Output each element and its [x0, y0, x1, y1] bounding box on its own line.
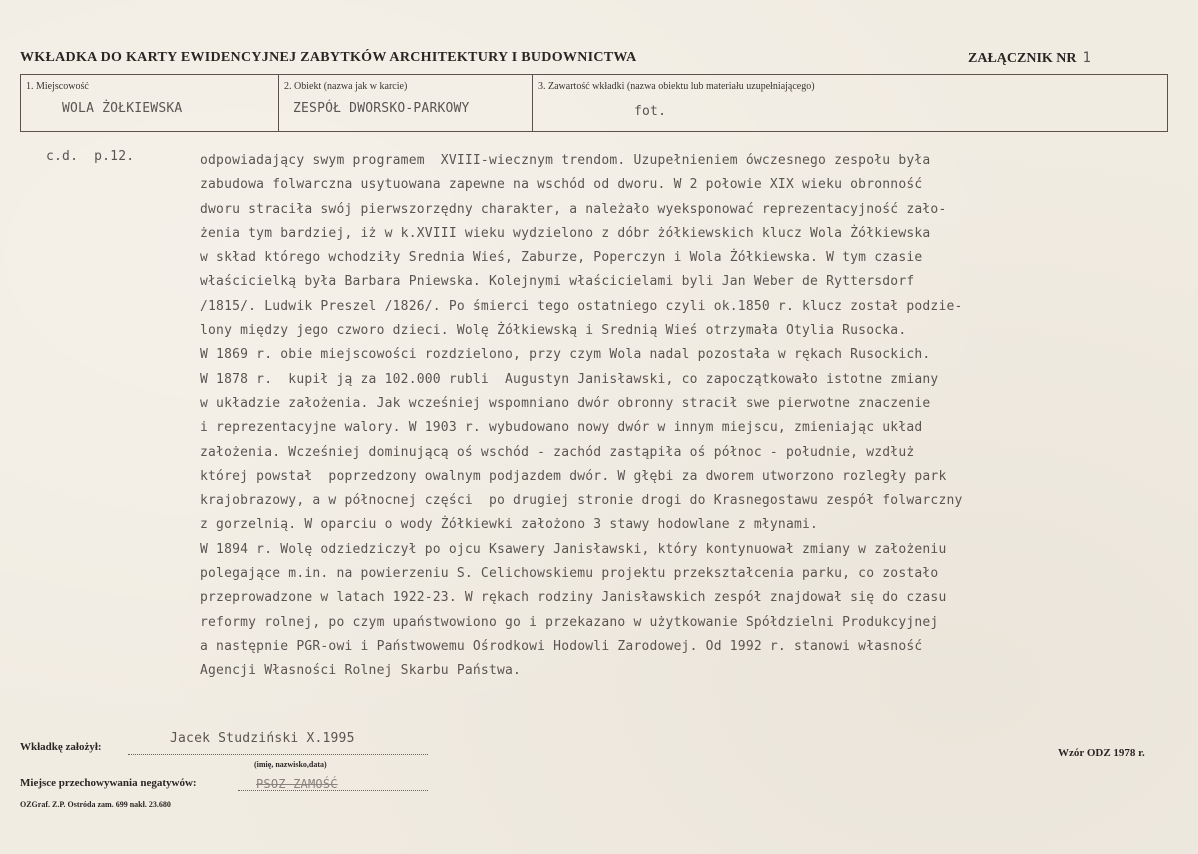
header-bottom-rule: [20, 131, 1168, 132]
locality-value: WOLA ŻOŁKIEWSKA: [62, 101, 183, 116]
content-value: fot.: [634, 104, 667, 119]
object-value: ZESPÓŁ DWORSKO-PARKOWY: [293, 101, 470, 116]
content-label: 3. Zawartość wkładki (nazwa obiektu lub materiału uzupełniającego): [538, 81, 815, 92]
annex-number: 1: [1082, 50, 1091, 66]
body-line: krajobrazowy, a w północnej części po drugiej stronie drogi do Krasnegostawu zespół folwarczny: [200, 493, 963, 509]
body-line: W 1894 r. Wolę odziedziczył po ojcu Ksawery Janisławski, który kontynuował zmiany w założeniu: [200, 541, 947, 557]
name-date-hint: (imię, nazwisko,data): [254, 760, 327, 769]
body-line: odpowiadający swym programem XVIII-wiecznym trendom. Uzupełnieniem ówczesnego zespołu była: [200, 153, 931, 168]
body-line: w skład którego wchodziły Srednia Wieś, Zaburze, Poperczyn i Wola Żółkiewska. W tym czasie: [200, 250, 923, 266]
header-divider-1: [278, 74, 279, 132]
body-line: W 1869 r. obie miejscowości rozdzielono, przy czym Wola nadal pozostała w rękach Rusockich.: [200, 347, 931, 363]
body-line: lony między jego czworo dzieci. Wolę Żółkiewską i Srednią Wieś otrzymała Otylia Rusocka.: [200, 323, 907, 339]
form-title: WKŁADKA DO KARTY EWIDENCYJNEJ ZABYTKÓW ARCHITEKTURY I BUDOWNICTWA: [20, 50, 637, 65]
annex-label: [968, 50, 1091, 67]
body-line: W 1878 r. kupił ją za 102.000 rubli Augustyn Janisławski, co zapoczątkowało istotne zmiany: [200, 371, 939, 387]
body-line: przeprowadzone w latach 1922-23. W rękach rodziny Janisławskich zespół znajdował się do czasu: [200, 590, 947, 606]
body-line: /1815/. Ludwik Preszel /1826/. Po śmierci tego ostatniego czyli ok.1850 r. klucz został podzie-: [200, 298, 963, 314]
body-line: której powstał poprzedzony owalnym podjazdem dwór. W głębi za dworem utworzono rozległy park: [200, 468, 947, 484]
prepared-by-line: [128, 754, 428, 755]
body-line: dworu straciła swój pierwszorzędny charakter, a należało wyeksponować reprezentacyjność zało-: [200, 201, 947, 217]
continuation-reference: c.d. p.12.: [46, 149, 135, 164]
body-text: [200, 149, 1160, 684]
header-top-rule: [20, 74, 1168, 75]
object-label: 2. Obiekt (nazwa jak w karcie): [284, 81, 408, 92]
body-line: założenia. Wcześniej dominującą oś wschód - zachód zastąpiła oś północ - południe, wzdłuż: [200, 444, 915, 460]
locality-label: 1. Miejscowość: [26, 81, 89, 92]
prepared-by-value: Jacek Studziński X.1995: [170, 731, 355, 746]
body-line: polegające m.in. na powierzeniu S. Celichowskiemu projektu przekształcenia parku, co zostało: [200, 566, 939, 582]
printer-note: OZGraf. Z.P. Ostróda zam. 699 nakł. 23.680: [20, 800, 171, 809]
storage-label: Miejsce przechowywania negatywów:: [20, 777, 197, 789]
body-line: a następnie PGR-owi i Państwowemu Ośrodkowi Hodowli Zarodowej. Od 1992 r. stanowi własność: [200, 638, 923, 654]
body-line: z gorzelnią. W oparciu o wody Żółkiewki założono 3 stawy hodowlane z młynami.: [200, 517, 819, 533]
header-divider-2: [532, 74, 533, 132]
body-line: Agencji Własności Rolnej Skarbu Państwa.: [200, 663, 522, 679]
template-label: Wzór ODZ 1978 r.: [1058, 747, 1145, 759]
annex-label-text: ZAŁĄCZNIK NR: [968, 51, 1077, 66]
prepared-by-label: Wkładkę założył:: [20, 741, 102, 753]
header-left-border: [20, 74, 21, 132]
body-line: reformy rolnej, po czym upaństwowiono go i przekazano w użytkowanie Spółdzielni Produkcyjnej: [200, 614, 939, 630]
body-line: w układzie założenia. Jak wcześniej wspomniano dwór obronny stracił swe pierwotne znaczenie: [200, 395, 931, 411]
body-line: i reprezentacyjne walory. W 1903 r. wybudowano nowy dwór w innym miejscu, zmieniając układ: [200, 420, 923, 436]
storage-value: PSOZ ZAMOŚĆ: [256, 777, 338, 791]
body-line: właścicielką była Barbara Pniewska. Kolejnymi właścicielami byli Jan Weber de Ryttersdorf: [200, 274, 915, 290]
header-right-border: [1167, 74, 1168, 132]
body-line: żenia tym bardziej, iż w k.XVIII wieku wydzielono z dóbr żółkiewskich klucz Wola Żółkiewska: [200, 225, 931, 241]
body-line: zabudowa folwarczna usytuowana zapewne na wschód od dworu. W 2 połowie XIX wieku obronność: [200, 177, 923, 193]
